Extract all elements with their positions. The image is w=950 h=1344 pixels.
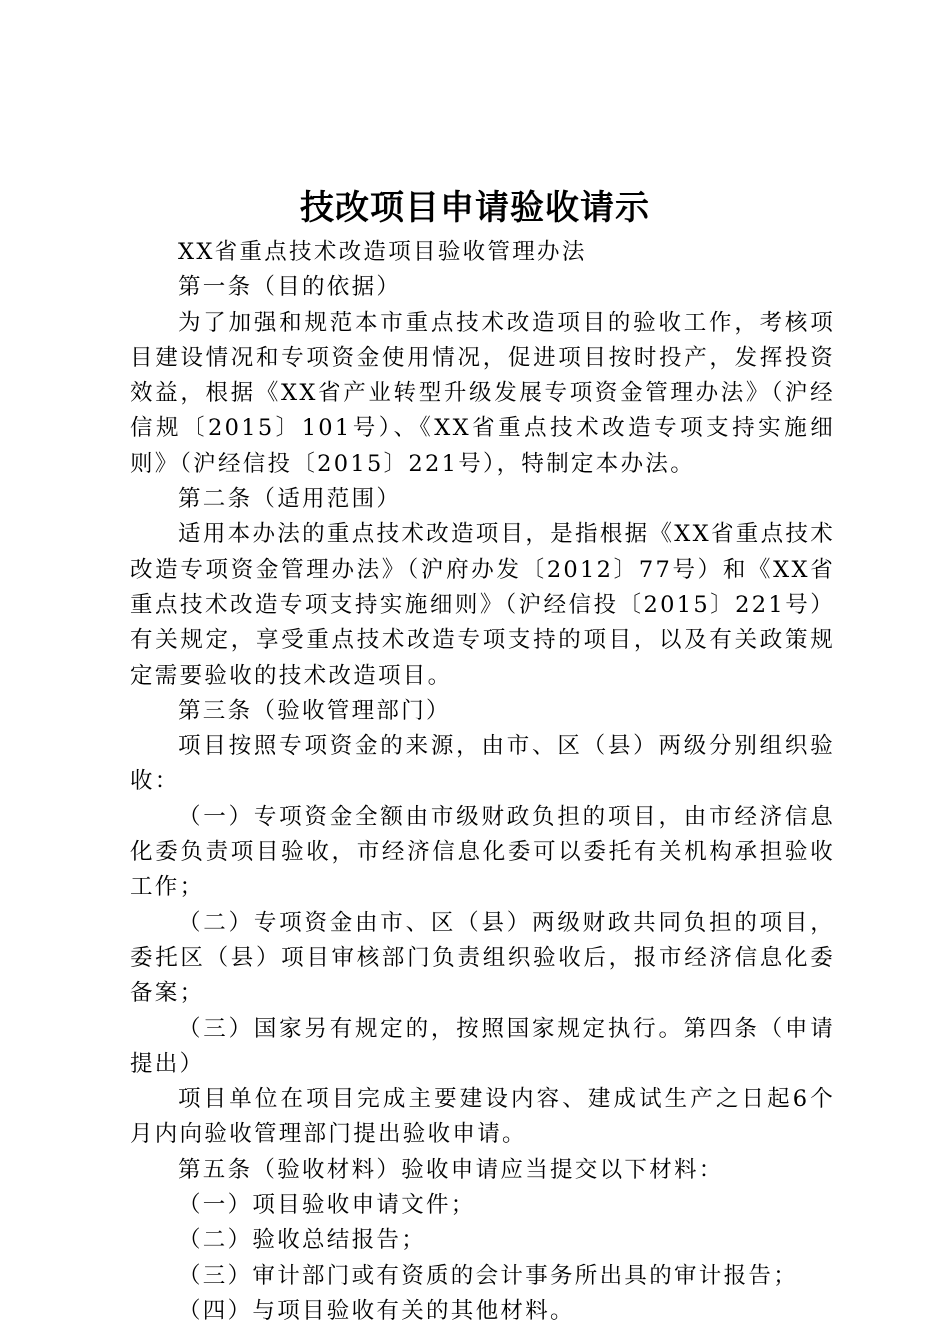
article-5-item-3: （三）审计部门或有资质的会计事务所出具的审计报告； [178,1262,799,1289]
article-3-heading: 第三条（验收管理部门） [178,697,451,724]
article-3-item-2: （二）专项资金由市、区（县）两级财政共同负担的项目，委托区（县）项目审核部门负责组织验收后，报市经济信息化委备案； [130,909,835,1007]
article-1-text: 为了加强和规范本市重点技术改造项目的验收工作，考核项目建设情况和专项资金使用情况，促进项目按时投产，发挥投资效益，根据《XX省产业转型升级发展专项资金管理办法》（沪经信规〔2015〕101号）、《XX省重点技术改造专项支持实施细则》（沪经信投〔2015〕221号），特制定本办法。 [130,309,835,477]
article-3-item-3: （三）国家另有规定的，按照国家规定执行。第四条（申请提出） [130,1015,835,1077]
article-1-heading: 第一条（目的依据） [178,274,402,301]
article-5-item-1: （一）项目验收申请文件； [178,1192,476,1219]
article-2-heading: 第二条（适用范围） [178,486,402,513]
document-body [130,235,835,1329]
article-2-text: 适用本办法的重点技术改造项目，是指根据《XX省重点技术改造专项资金管理办法》（沪府办发〔2012〕77号）和《XX省重点技术改造专项支持实施细则》（沪经信投〔2015〕221号）有关规定，享受重点技术改造专项支持的项目，以及有关政策规定需要验收的技术改造项目。 [130,521,835,689]
article-5-item-4: （四）与项目验收有关的其他材料。 [178,1297,575,1324]
article-5-item-2: （二）验收总结报告； [178,1227,427,1254]
regulation-name: XX省重点技术改造项目验收管理办法 [178,239,587,265]
document-title: 技改项目申请验收请示 [300,188,650,228]
article-4-text: 项目单位在项目完成主要建设内容、建成试生产之日起6个月内向验收管理部门提出验收申请。 [130,1086,835,1148]
article-3-item-1: （一）专项资金全额由市级财政负担的项目，由市经济信息化委负责项目验收，市经济信息化委可以委托有关机构承担验收工作； [130,803,835,901]
article-3-text: 项目按照专项资金的来源，由市、区（县）两级分别组织验收： [130,733,835,795]
article-5-heading: 第五条（验收材料）验收申请应当提交以下材料： [178,1156,724,1183]
